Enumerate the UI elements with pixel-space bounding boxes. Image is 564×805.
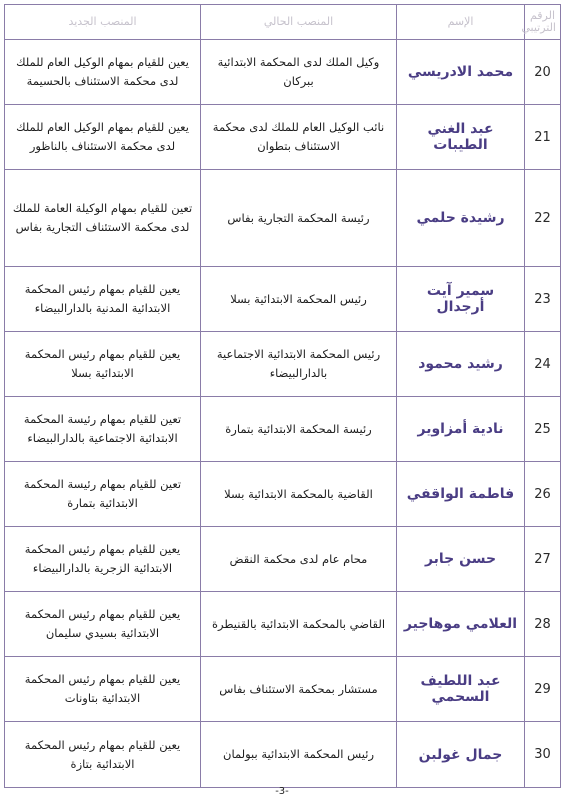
row-number: 27 [525,527,561,592]
table-row [5,657,561,722]
row-number: 22 [525,170,561,267]
person-name: حسن جابر [397,527,525,592]
row-number: 21 [525,105,561,170]
row-number: 29 [525,657,561,722]
new-position: تعين للقيام بمهام رئيسة المحكمة الابتدائية بتمارة [5,462,201,527]
person-name: محمد الادريسي [397,40,525,105]
current-position: محام عام لدى محكمة النقض [201,527,397,592]
new-position: يعين للقيام بمهام رئيس المحكمة الابتدائية بسلا [5,332,201,397]
new-position: يعين للقيام بمهام رئيس المحكمة الابتدائية بتاونات [5,657,201,722]
new-position: يعين للقيام بمهام رئيس المحكمة الابتدائية المدنية بالدارالبيضاء [5,267,201,332]
person-name: رشيد محمود [397,332,525,397]
header-name: الإسم [397,5,525,40]
current-position: وكيل الملك لدى المحكمة الابتدائية ببركان [201,40,397,105]
current-position: رئيسة المحكمة الابتدائية بتمارة [201,397,397,462]
person-name: فاطمة الواقفي [397,462,525,527]
table-row [5,397,561,462]
new-position: يعين للقيام بمهام رئيس المحكمة الابتدائية بسيدي سليمان [5,592,201,657]
new-position: يعين للقيام بمهام رئيس المحكمة الابتدائية الزجرية بالدارالبيضاء [5,527,201,592]
new-position: تعين للقيام بمهام الوكيلة العامة للملك لدى محكمة الاستئناف التجارية بفاس [5,170,201,267]
current-position: القاضي بالمحكمة الابتدائية بالقنيطرة [201,592,397,657]
row-number: 24 [525,332,561,397]
new-position: تعين للقيام بمهام رئيسة المحكمة الابتدائية الاجتماعية بالدارالبيضاء [5,397,201,462]
current-position: القاضية بالمحكمة الابتدائية بسلا [201,462,397,527]
current-position: رئيسة المحكمة التجارية بفاس [201,170,397,267]
person-name: رشيدة حلمي [397,170,525,267]
person-name: عبد الغني الطيبات [397,105,525,170]
table-row [5,170,561,267]
table-row [5,592,561,657]
table-row [5,722,561,788]
new-position: يعين للقيام بمهام الوكيل العام للملك لدى محكمة الاستئناف بالحسيمة [5,40,201,105]
page-number: -3- [275,786,289,797]
row-number: 26 [525,462,561,527]
header-current-position: المنصب الحالي [201,5,397,40]
row-number: 25 [525,397,561,462]
row-number: 23 [525,267,561,332]
current-position: رئيس المحكمة الابتدائية بسلا [201,267,397,332]
header-new-position: المنصب الجديد [5,5,201,40]
person-name: عبد اللطيف السحمي [397,657,525,722]
row-number: 28 [525,592,561,657]
header-row [5,5,561,40]
current-position: نائب الوكيل العام للملك لدى محكمة الاستئناف بتطوان [201,105,397,170]
new-position: يعين للقيام بمهام الوكيل العام للملك لدى محكمة الاستئناف بالناظور [5,105,201,170]
appointments-table [4,4,561,788]
person-name: جمال غولبن [397,722,525,788]
person-name: سمير آيت أرجدال [397,267,525,332]
person-name: نادية أمزاوير [397,397,525,462]
person-name: العلامي موهاجير [397,592,525,657]
current-position: مستشار بمحكمة الاستئناف بفاس [201,657,397,722]
new-position: يعين للقيام بمهام رئيس المحكمة الابتدائية بتازة [5,722,201,788]
table-row [5,462,561,527]
header-number: الرقم الترتيبي [525,5,561,40]
current-position: رئيس المحكمة الابتدائية الاجتماعية بالدارالبيضاء [201,332,397,397]
current-position: رئيس المحكمة الابتدائية ببولمان [201,722,397,788]
table-row [5,105,561,170]
table-row [5,267,561,332]
row-number: 30 [525,722,561,788]
table-row [5,332,561,397]
table-row [5,40,561,105]
table-row [5,527,561,592]
row-number: 20 [525,40,561,105]
